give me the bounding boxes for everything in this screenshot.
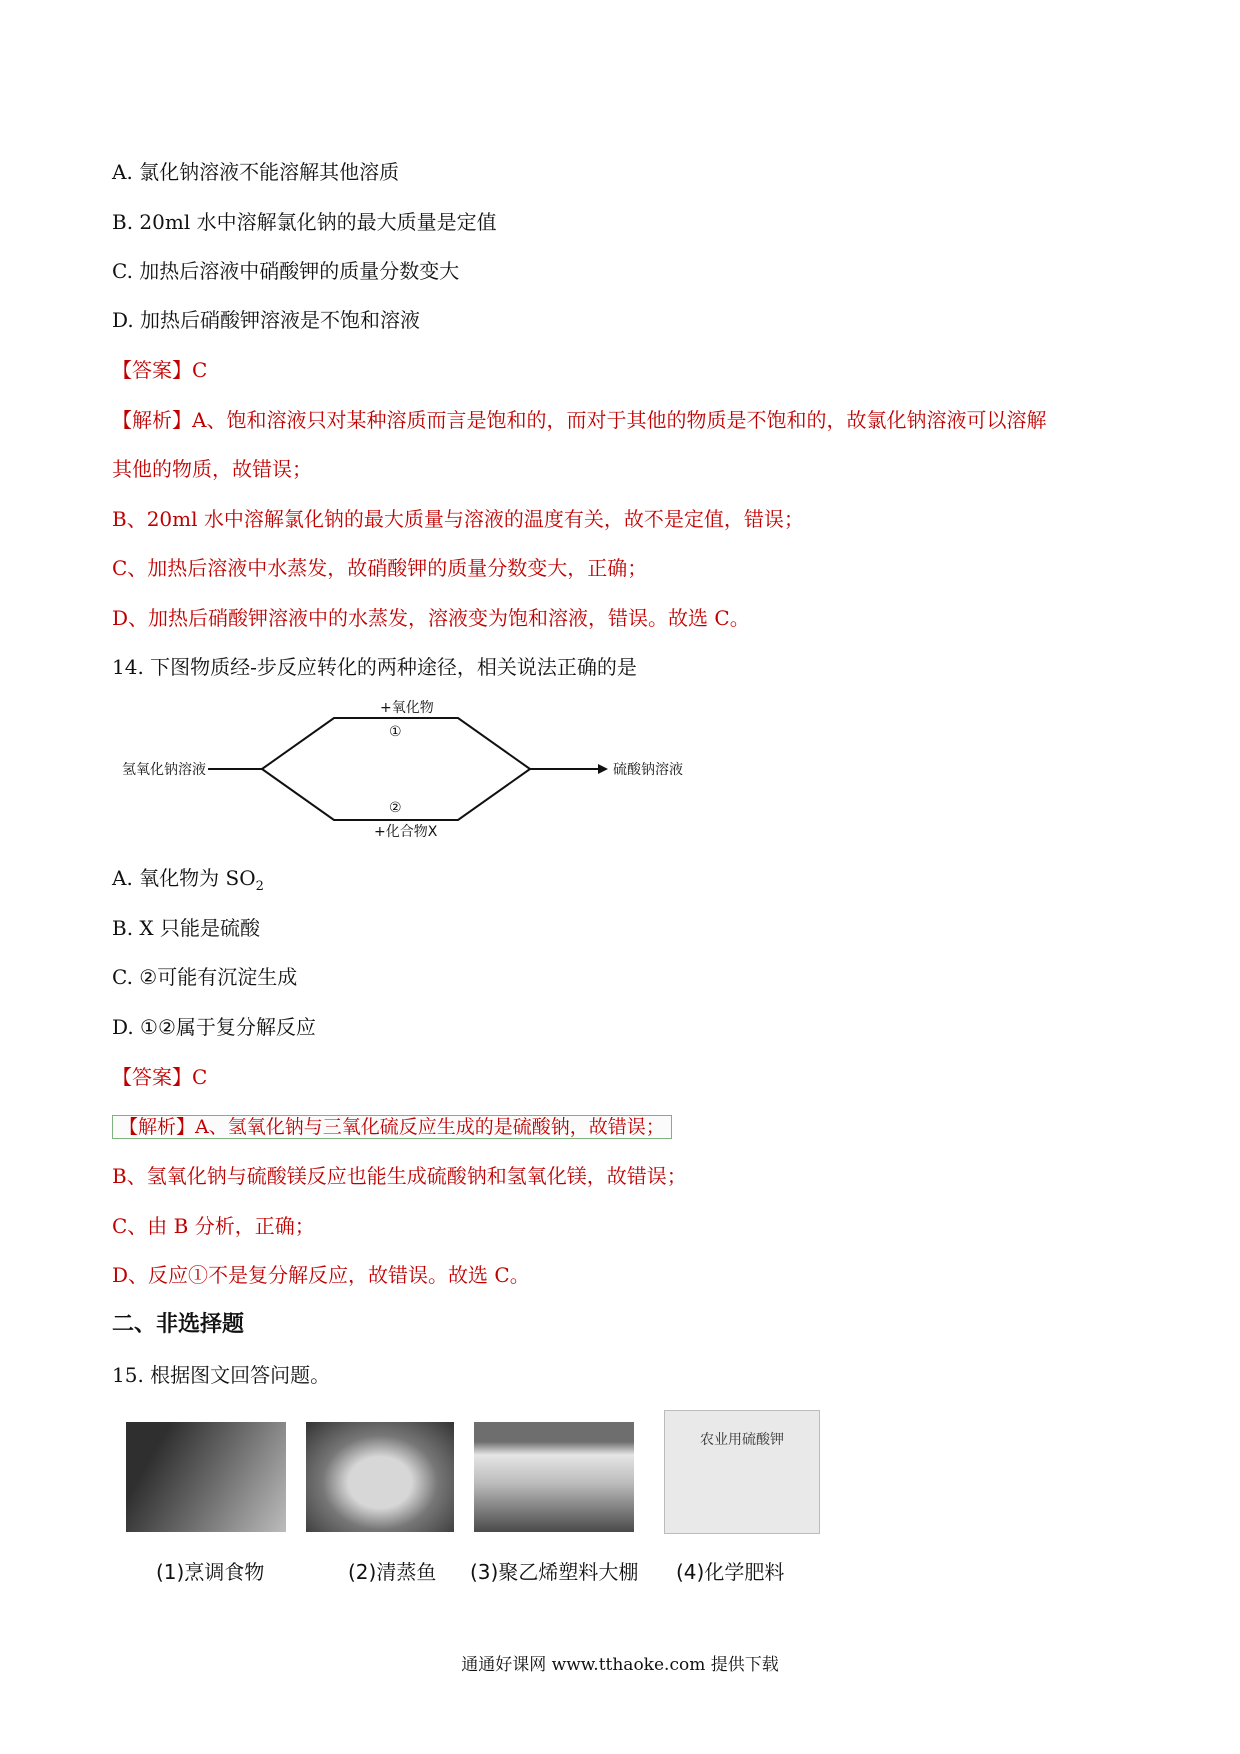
q15-photo-row: [126, 1404, 826, 1594]
q13-analysis-line: 【解析】A、饱和溶液只对某种溶质而言是饱和的，而对于其他的物质是不饱和的，故氯化钠溶液可以溶解: [112, 408, 1047, 432]
q14-analysis-line: 【解析】A、氢氧化钠与三氧化硫反应生成的是硫酸钠，故错误；: [112, 1115, 672, 1139]
page-footer: 通通好课网 www.tthaoke.com 提供下载: [461, 1655, 779, 1675]
photo-caption: (3)聚乙烯塑料大棚: [470, 1560, 639, 1584]
fertilizer-bag-label: 农业用硫酸钾: [700, 1432, 784, 1448]
q13-option-a: A. 氯化钠溶液不能溶解其他溶质: [112, 160, 400, 184]
photo-caption: (1)烹调食物: [156, 1560, 265, 1584]
diagram-bottom-number: ②: [389, 800, 402, 816]
q14-option-a-subscript: 2: [255, 879, 264, 894]
photo-caption: (2)清蒸鱼: [348, 1560, 437, 1584]
reaction-diagram: [120, 700, 720, 840]
diagram-left-label: 氢氧化钠溶液: [122, 762, 206, 778]
q14-option-a-text: A. 氧化物为 SO: [112, 866, 256, 890]
q14-answer: 【答案】C: [112, 1065, 208, 1089]
q14-analysis-line: C、由 B 分析，正确；: [112, 1214, 315, 1238]
q14-option-c: C. ②可能有沉淀生成: [112, 965, 298, 989]
diagram-bottom-reagent: +化合物X: [374, 824, 438, 840]
q14-option-d: D. ①②属于复分解反应: [112, 1015, 316, 1039]
diagram-right-label: 硫酸钠溶液: [613, 762, 683, 778]
q14-option-b: B. X 只能是硫酸: [112, 916, 261, 940]
steamed-fish-photo: [306, 1422, 454, 1532]
greenhouse-photo: [474, 1422, 634, 1532]
cooking-photo: [126, 1422, 286, 1532]
q13-analysis-line: D、加热后硝酸钾溶液中的水蒸发，溶液变为饱和溶液，错误。故选 C。: [112, 606, 750, 630]
q13-analysis-line: 其他的物质，故错误；: [112, 457, 312, 481]
q14-analysis-line: D、反应①不是复分解反应，故错误。故选 C。: [112, 1263, 530, 1287]
diagram-top-reagent: +氧化物: [380, 700, 434, 716]
q13-analysis-line: B、20ml 水中溶解氯化钠的最大质量与溶液的温度有关，故不是定值，错误；: [112, 507, 804, 531]
diagram-top-number: ①: [389, 724, 402, 740]
q13-analysis-line: C、加热后溶液中水蒸发，故硝酸钾的质量分数变大，正确；: [112, 556, 648, 580]
q13-option-d: D. 加热后硝酸钾溶液是不饱和溶液: [112, 308, 421, 332]
section-title: 二、非选择题: [112, 1312, 245, 1337]
q13-option-c: C. 加热后溶液中硝酸钾的质量分数变大: [112, 259, 460, 283]
q14-analysis-first: [112, 1112, 672, 1141]
photo-caption: (4)化学肥料: [676, 1560, 785, 1584]
q14-stem: 14. 下图物质经-步反应转化的两种途径，相关说法正确的是: [112, 655, 637, 679]
q13-option-b: B. 20ml 水中溶解氯化钠的最大质量是定值: [112, 210, 497, 234]
fertilizer-bag-photo: [664, 1410, 820, 1534]
q14-analysis-line: B、氢氧化钠与硫酸镁反应也能生成硫酸钠和氢氧化镁，故错误；: [112, 1164, 687, 1188]
q14-option-a: [112, 864, 264, 901]
q15-stem: 15. 根据图文回答问题。: [112, 1363, 331, 1387]
diagram-arrowhead: [598, 764, 608, 774]
q13-answer: 【答案】C: [112, 358, 208, 382]
